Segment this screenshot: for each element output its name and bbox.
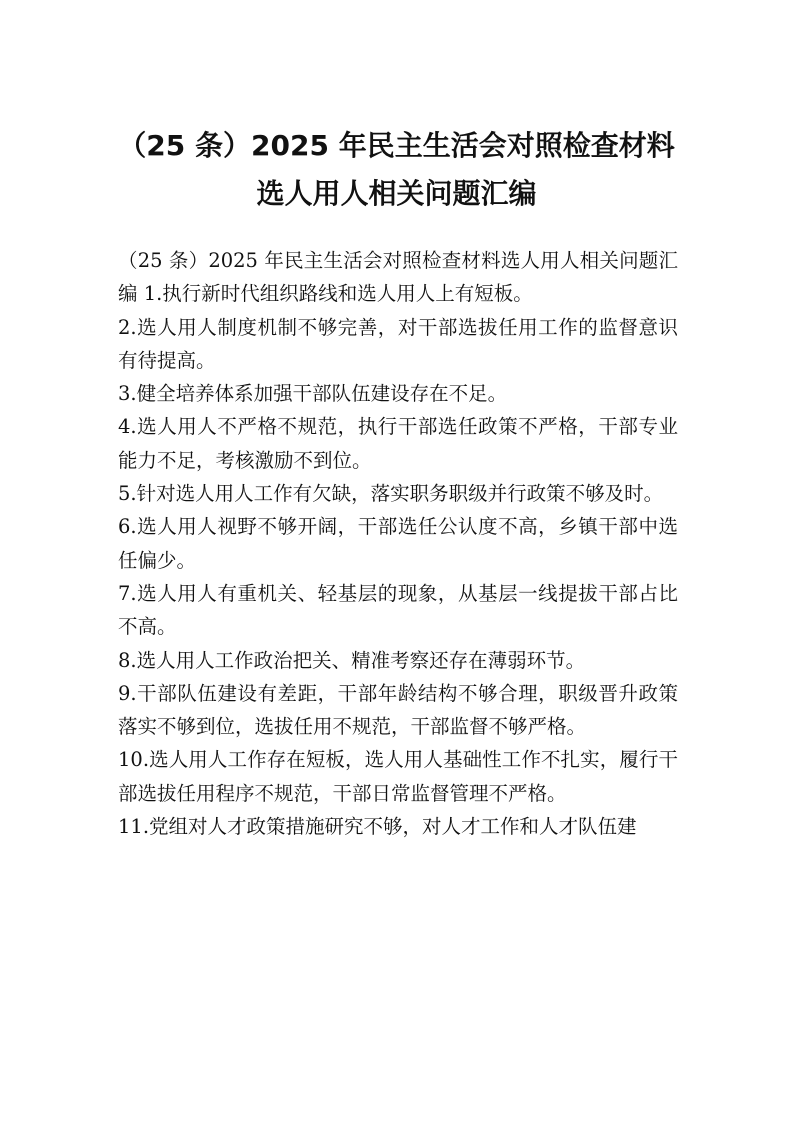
paragraph: 5.针对选人用人工作有欠缺，落实职务职级并行政策不够及时。 [118,482,664,506]
paragraph: 6.选人用人视野不够开阔，干部选任公认度不高，乡镇干部中选任偏少。 [118,515,678,572]
paragraph: （25 条）2025 年民主生活会对照检查材料选人用人相关问题汇编 1.执行新时代组织路线和选人用人上有短板。 [118,249,678,306]
paragraph: 3.健全培养体系加强干部队伍建设存在不足。 [118,382,508,406]
paragraph: 8.选人用人工作政治把关、精准考察还存在薄弱环节。 [118,648,586,672]
document-title-line-2: 选人用人相关问题汇编 [256,177,537,210]
document-body [118,244,678,843]
paragraph: 2.选人用人制度机制不够完善，对干部选拔任用工作的监督意识有待提高。 [118,315,678,372]
paragraph: 10.选人用人工作存在短板，选人用人基础性工作不扎实，履行干部选拔任用程序不规范，干部日常监督管理不严格。 [118,748,678,805]
paragraph: 4.选人用人不严格不规范，执行干部选任政策不严格，干部专业能力不足，考核激励不到位。 [118,415,678,472]
document-title-line-1: （25 条）2025 年民主生活会对照检查材料 [118,129,675,162]
paragraph: 7.选人用人有重机关、轻基层的现象，从基层一线提拔干部占比不高。 [118,581,678,639]
paragraph: 11.党组对人才政策措施研究不够，对人才工作和人才队伍建 [118,815,637,839]
paragraph: 9.干部队伍建设有差距，干部年龄结构不够合理，职级晋升政策落实不够到位，选拔任用不规范，干部监督不够严格。 [118,681,678,739]
